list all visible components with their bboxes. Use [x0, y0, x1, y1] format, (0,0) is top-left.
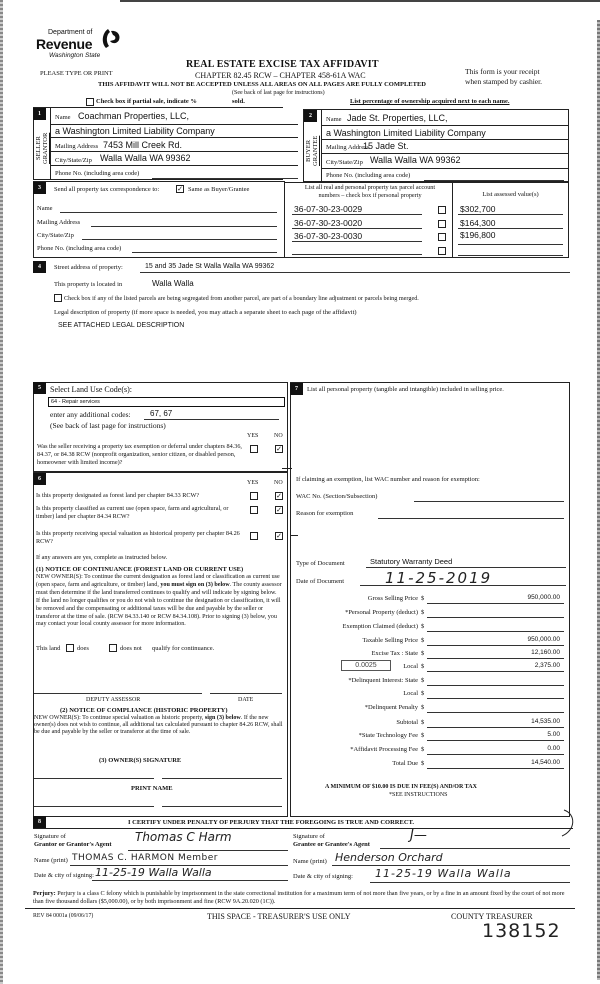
amount-label: Exemption Claimed (deduct)	[342, 623, 418, 630]
parcel-number[interactable]	[292, 254, 422, 255]
grantor-signature[interactable]: Thomas C Harm	[135, 830, 232, 844]
sold-label: sold.	[232, 98, 245, 105]
located-in-field[interactable]: Walla Walla	[152, 279, 194, 288]
dor-swirl-icon	[100, 27, 122, 51]
logo-line-1: Department of	[48, 29, 93, 36]
buyer-phone-field[interactable]	[424, 180, 564, 181]
doc-type-field[interactable]: Statutory Warranty Deed	[370, 557, 453, 566]
amount-label: Subtotal	[396, 719, 418, 726]
receipt-note-1: This form is your receipt	[465, 67, 540, 76]
amount-label: Excise Tax : State	[371, 650, 418, 657]
forest-yes-checkbox[interactable]	[250, 492, 258, 500]
seller-city-field[interactable]: Walla Walla WA 99362	[100, 153, 191, 163]
amount-label: *Personal Property (deduct)	[345, 609, 418, 616]
wac-field[interactable]	[414, 501, 564, 502]
gross-selling-price[interactable]: 950,000.00	[527, 594, 560, 601]
segregated-label: Check box if any of the listed parcels are being segregated from another parcel, are part of a boundary line adjustment or parcels being merged.	[64, 295, 419, 302]
grantor-sig-label: Signature of Grantor or Grantor's Agent	[34, 833, 112, 848]
seller-name-label: Name	[55, 114, 71, 121]
grantor-name[interactable]: THOMAS C. HARMON Member	[72, 853, 218, 863]
scan-top-edge	[120, 0, 600, 2]
land-use-label: Select Land Use Code(s):	[50, 385, 132, 394]
section-7-badge: 7	[290, 383, 303, 395]
minimum-due-note: A MINIMUM OF $10.00 IS DUE IN FEE(S) AND/OR TAX	[325, 784, 477, 790]
section-3-badge: 3	[33, 182, 46, 194]
print-name-field-1[interactable]	[34, 806, 154, 807]
correspondence-label: Send all property tax correspondence to:	[54, 186, 160, 193]
personal-property-label: List all personal property (tangible and intangible) included in selling price.	[307, 386, 504, 393]
buyer-city-field[interactable]: Walla Walla WA 99362	[370, 155, 461, 165]
section-1-badge: 1	[33, 108, 46, 120]
logo-line-2: Revenue	[36, 36, 93, 52]
personal-property-checkbox[interactable]	[438, 247, 446, 255]
seller-address-label: Mailing Address	[55, 143, 99, 150]
additional-codes-label: enter any additional codes:	[50, 410, 131, 419]
buyer-name-field[interactable]: Jade St. Properties, LLC,	[347, 113, 448, 123]
assessed-value[interactable]: $302,700	[460, 204, 496, 214]
legal-description-label: Legal description of property (if more space is needed, you may attach a separate sheet to each page of the affidavit)	[54, 309, 357, 316]
land-use-see-back: (See back of last page for instructions)	[50, 421, 166, 430]
qualify-label: qualify for continuance.	[152, 645, 215, 652]
segregated-checkbox[interactable]	[54, 294, 62, 302]
assessed-value[interactable]: $164,300	[460, 218, 496, 228]
assessed-value[interactable]	[458, 255, 563, 256]
seller-name2-field[interactable]: a Washington Limited Liability Company	[55, 126, 215, 136]
buyer-side-label: BUYER GRANTEE	[305, 135, 319, 167]
corr-name-field[interactable]	[60, 212, 277, 213]
excise-tax-local[interactable]: 2,375.00	[534, 662, 560, 669]
notice-compliance-title: (2) NOTICE OF COMPLIANCE (HISTORIC PROPERTY)	[60, 707, 228, 714]
doc-date-field[interactable]: 11-25-2019	[385, 569, 493, 587]
logo-line-3: Washington State	[49, 52, 101, 59]
treasurer-receipt-number: 138152	[482, 920, 561, 942]
reason-field[interactable]	[378, 518, 564, 519]
form-revision: REV 84 0001a (09/06/17)	[33, 913, 94, 919]
current-use-no-checkbox[interactable]: ✓	[276, 506, 282, 514]
see-instructions-note: *SEE INSTRUCTIONS	[389, 792, 448, 798]
local-rate-box[interactable]: 0.0025	[341, 660, 391, 671]
certification-title: I CERTIFY UNDER PENALTY OF PERJURY THAT THE FOREGOING IS TRUE AND CORRECT.	[128, 819, 415, 826]
notice-continuance-title: (1) NOTICE OF CONTINUANCE (FOREST LAND OR CURRENT USE)	[36, 566, 244, 573]
form-subtitle: CHAPTER 82.45 RCW – CHAPTER 458-61A WAC	[195, 71, 366, 80]
owner-signature-field-2[interactable]	[162, 778, 282, 779]
assessed-header: List assessed value(s)	[482, 191, 539, 198]
amount-label: *Delinquent Interest: State	[348, 677, 418, 684]
additional-codes-field[interactable]: 67, 67	[150, 409, 173, 418]
section-6-badge: 6	[33, 473, 46, 485]
county-treasurer-label: COUNTY TREASURER	[451, 912, 533, 921]
street-address-label: Street address of property:	[54, 264, 123, 271]
does-label: does	[77, 645, 89, 652]
personal-property-deduct[interactable]	[427, 617, 564, 618]
seller-address-field[interactable]: 7453 Mill Creek Rd.	[103, 140, 183, 150]
partial-sale-label: Check box if partial sale, indicate %	[96, 98, 197, 105]
buyer-address-label: Mailing Address	[326, 144, 370, 151]
see-back-note: (See back of last page for instructions)	[232, 90, 325, 96]
legal-description-field[interactable]: SEE ATTACHED LEGAL DESCRIPTION	[58, 322, 185, 329]
owner-signature-title: (3) OWNER(S) SIGNATURE	[99, 757, 182, 764]
ownership-note: List percentage of ownership acquired next to each name.	[350, 98, 510, 105]
grantor-date-label: Date & city of signing:	[34, 872, 94, 879]
this-land-label: This land	[36, 645, 61, 652]
amount-label: Taxable Selling Price	[362, 637, 418, 644]
exemption-instruction: If claiming an exemption, list WAC number and reason for exemption:	[296, 476, 480, 483]
amount-label: Local	[403, 663, 418, 670]
excise-tax-state[interactable]: 12,160.00	[531, 649, 560, 656]
perjury-notice: Perjury: Perjury is a class C felony which is punishable by imprisonment in the state correctional institution for a maximum term of not more than five years, or by a fine in an amount fixed by the court of not more than five thousand dollars ($5,000.00), or by both imprisonment and fine (RCW 9A.20.020 (1C)).	[33, 890, 565, 905]
exemption-yes-checkbox[interactable]	[250, 445, 258, 453]
section-8-badge: 8	[33, 816, 46, 828]
section-2-badge: 2	[304, 110, 317, 122]
corr-city-label: City/State/Zip	[37, 232, 74, 239]
grantee-sig-label: Signature of Grantee or Grantee's Agent	[293, 833, 370, 848]
assessed-value[interactable]: $196,800	[460, 230, 496, 240]
section-5-badge: 5	[33, 382, 46, 394]
grantee-name[interactable]: Henderson Orchard	[335, 851, 443, 864]
taxable-selling-price[interactable]: 950,000.00	[527, 636, 560, 643]
grantor-name-label: Name (print)	[34, 857, 68, 864]
form-title: REAL ESTATE EXCISE TAX AFFIDAVIT	[186, 59, 379, 70]
state-technology-fee[interactable]: 5.00	[547, 731, 560, 738]
please-type-label: PLEASE TYPE OR PRINT	[40, 70, 113, 77]
does-checkbox[interactable]	[66, 644, 74, 652]
doc-date-label: Date of Document	[296, 578, 345, 585]
grantee-date-label: Date & city of signing:	[293, 873, 353, 880]
notice-continuance-text: NEW OWNER(S): To continue the current designation as forest land or classification as current use (open space, farm and agriculture, or timber) land, you must sign on (3) below. The county assessor must then determine if the land transferred continues to qualify and will indicate by signing below. If the land no longer qualifies or you do not wish to continue the designation or classification, it will be removed and the compensating or additional taxes will be due and payable by the seller or transferor at the time of sale. (RCW 84.33.140 or RCW 84.34.108). Prior to signing (3) below, you may contact your local county assessor for more information.	[36, 574, 282, 628]
amount-label: *Affidavit Processing Fee	[350, 746, 418, 753]
street-address-field[interactable]: 15 and 35 Jade St Walla Walla WA 99362	[145, 263, 275, 270]
amount-label: Total Due	[392, 760, 418, 767]
corr-address-field[interactable]	[91, 226, 277, 227]
exemption-no-checkbox[interactable]: ✓	[276, 445, 282, 453]
notice-compliance-text: NEW OWNER(S): To continue special valuation as historic property, sign (3) below. If the new owner(s) does not wish to continue, all additional tax calculated pursuant to chapter 84.26 RCW, shall be due and payable by the seller or transferor at the time of sale.	[34, 715, 283, 735]
grantee-name-label: Name (print)	[293, 858, 327, 865]
partial-sale-checkbox[interactable]	[86, 98, 94, 106]
corr-phone-field[interactable]	[132, 252, 277, 253]
no-header: NO	[274, 433, 283, 439]
exemption-claimed-deduct[interactable]	[427, 631, 564, 632]
parcel-number[interactable]: 36-07-30-23-0020	[294, 218, 363, 228]
historic-question: Is this property receiving special valuation as historical property per chapter 84.26 RCW?	[36, 530, 240, 545]
buyer-phone-label: Phone No. (including area code)	[326, 172, 411, 179]
historic-no-checkbox[interactable]: ✓	[276, 532, 282, 540]
deputy-assessor-signature[interactable]	[34, 693, 202, 694]
forest-land-question: Is this property designated as forest land per chapter 84.33 RCW?	[36, 492, 200, 499]
buyer-city-label: City/State/Zip	[326, 159, 363, 166]
date-label: DATE	[238, 697, 254, 703]
deputy-assessor-label: DEPUTY ASSESSOR	[86, 697, 141, 703]
assessor-date-field[interactable]	[210, 693, 282, 694]
seller-name-field[interactable]: Coachman Properties, LLC,	[78, 111, 190, 121]
print-name-label: PRINT NAME	[131, 785, 173, 792]
personal-property-checkbox[interactable]	[438, 233, 446, 241]
exemption-question: Was the seller receiving a property tax exemption or deferral under chapters 84.36, 84.37, or 84.38 RCW (nonprofit organization, senior citizen, or disabled person, homeowner with limited income)?	[37, 443, 242, 466]
amount-label: *State Technology Fee	[358, 732, 418, 739]
doc-type-label: Type of Document	[296, 560, 345, 567]
delinquent-penalty[interactable]	[427, 712, 564, 713]
treasurer-use-label: THIS SPACE - TREASURER'S USE ONLY	[207, 912, 351, 921]
parcel-number[interactable]: 36-07-30-23-0030	[294, 231, 363, 241]
grantor-date-city[interactable]: 11-25-19 Walla Walla	[95, 866, 212, 879]
dor-logo	[36, 29, 116, 63]
current-use-question: Is this property classified as current use (open space, farm and agricultural, or timber) land per chapter 84.34 RCW?	[36, 505, 229, 520]
current-use-yes-checkbox[interactable]	[250, 506, 258, 514]
seller-phone-label: Phone No. (including area code)	[55, 170, 140, 177]
same-as-buyer-label: Same as Buyer/Grantee	[188, 186, 250, 193]
seller-side-label: SELLER GRANTOR	[35, 132, 49, 164]
forest-no-checkbox[interactable]: ✓	[276, 492, 282, 500]
buyer-address-field[interactable]: 15 Jade St.	[363, 141, 409, 151]
personal-property-checkbox[interactable]	[438, 220, 446, 228]
scan-mark	[560, 808, 580, 838]
section-4-badge: 4	[33, 261, 46, 273]
yes-header: YES	[247, 433, 259, 439]
delinquent-interest-local[interactable]	[427, 698, 564, 699]
amount-label: *Delinquent Penalty	[364, 704, 418, 711]
receipt-note-2: when stamped by cashier.	[465, 77, 543, 86]
buyer-name-label: Name	[326, 116, 342, 123]
historic-yes-checkbox[interactable]	[250, 532, 258, 540]
s6-yes-header: YES	[247, 480, 259, 486]
amount-label: Gross Selling Price	[367, 595, 418, 602]
subtotal[interactable]: 14,535.00	[531, 718, 560, 725]
buyer-name2-field[interactable]: a Washington Limited Liability Company	[326, 128, 486, 138]
wac-label: WAC No. (Section/Subsection)	[296, 493, 378, 500]
same-as-buyer-checkbox[interactable]: ✓	[177, 185, 183, 193]
print-name-field-2[interactable]	[162, 806, 282, 807]
corr-address-label: Mailing Address	[37, 219, 81, 226]
amount-label: Local	[403, 690, 418, 697]
land-use-select[interactable]: 64 - Repair services	[48, 397, 285, 407]
does-not-checkbox[interactable]	[109, 644, 117, 652]
parcel-header: List all real and personal property tax parcel account numbers – check box if personal property	[304, 184, 436, 199]
s6-no-header: NO	[274, 480, 283, 486]
delinquent-interest-state[interactable]	[427, 685, 564, 686]
corr-name-label: Name	[37, 205, 53, 212]
if-yes-instruction: If any answers are yes, complete as instructed below.	[36, 554, 168, 561]
does-not-label: does not	[120, 645, 142, 652]
grantee-signature[interactable]: J—	[410, 828, 427, 843]
reason-label: Reason for exemption	[296, 510, 354, 517]
seller-city-label: City/State/Zip	[55, 157, 92, 164]
owner-signature-field-1[interactable]	[34, 778, 154, 779]
corr-phone-label: Phone No. (including area code)	[37, 245, 122, 252]
located-in-label: This property is located in	[54, 281, 123, 288]
scan-edge-left	[0, 0, 3, 984]
seller-phone-field[interactable]	[152, 178, 298, 179]
grantee-date-city[interactable]: 11-25-19 Walla Walla	[375, 867, 512, 880]
form-warning: THIS AFFIDAVIT WILL NOT BE ACCEPTED UNLESS ALL AREAS ON ALL PAGES ARE FULLY COMPLETED	[98, 81, 426, 88]
corr-city-field[interactable]	[82, 239, 277, 240]
personal-property-checkbox[interactable]	[438, 206, 446, 214]
parcel-number[interactable]: 36-07-30-23-0029	[294, 204, 363, 214]
affidavit-processing-fee[interactable]: 0.00	[547, 745, 560, 752]
total-due[interactable]: 14,540.00	[531, 759, 560, 766]
